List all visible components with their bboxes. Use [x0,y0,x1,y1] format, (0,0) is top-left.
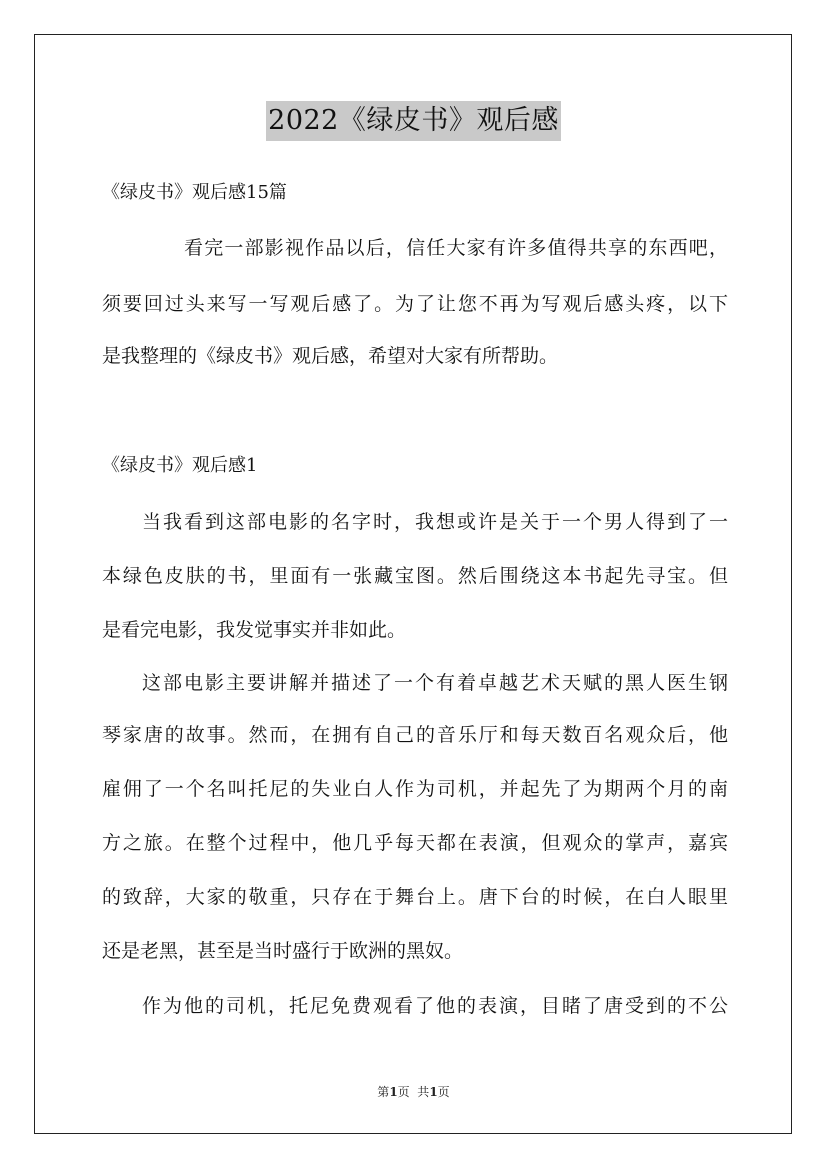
title-container [0,101,827,141]
footer-page-total: 1 [429,1085,438,1099]
footer-page-suffix: 页 [437,1085,450,1099]
document-subtitle: 《绿皮书》观后感15篇 [102,182,287,203]
para3-line-1: 作为他的司机，托尼免费观看了他的表演，目睹了唐受到的不公 [142,995,728,1017]
para2-line-6: 还是老黑，甚至是当时盛行于欧洲的黑奴。 [102,940,464,962]
para2-line-4: 方之旅。在整个过程中，他几乎每天都在表演，但观众的掌声，嘉宾 [102,832,728,854]
footer-page-num: 1 [389,1085,398,1099]
para2-line-2: 琴家唐的故事。然而，在拥有自己的音乐厅和每天数百名观众后，他 [102,724,728,746]
document-title: 2022《绿皮书》观后感 [266,101,561,141]
para2-line-5: 的致辞，大家的敬重，只存在于舞台上。唐下台的时候，在白人眼里 [102,886,728,908]
para2-line-3: 雇佣了一个名叫托尼的失业白人作为司机，并起先了为期两个月的南 [102,778,728,800]
intro-line-1: 看完一部影视作品以后，信任大家有许多值得共享的东西吧， [184,237,728,259]
section-heading: 《绿皮书》观后感1 [102,455,258,476]
para1-line-1: 当我看到这部电影的名字时，我想或许是关于一个男人得到了一 [142,511,728,533]
page-footer [0,1083,827,1100]
para1-line-3: 是看完电影，我发觉事实并非如此。 [102,619,407,641]
footer-page-mid: 页 共 [397,1085,430,1099]
intro-line-2: 须要回过头来写一写观后感了。为了让您不再为写观后感头疼，以下 [102,293,728,315]
para1-line-2: 本绿色皮肤的书，里面有一张藏宝图。然后围绕这本书起先寻宝。但 [102,565,728,587]
para2-line-1: 这部电影主要讲解并描述了一个有着卓越艺术天赋的黑人医生钢 [142,672,728,694]
footer-page-prefix: 第 [377,1085,390,1099]
intro-line-3: 是我整理的《绿皮书》观后感，希望对大家有所帮助。 [102,345,559,367]
